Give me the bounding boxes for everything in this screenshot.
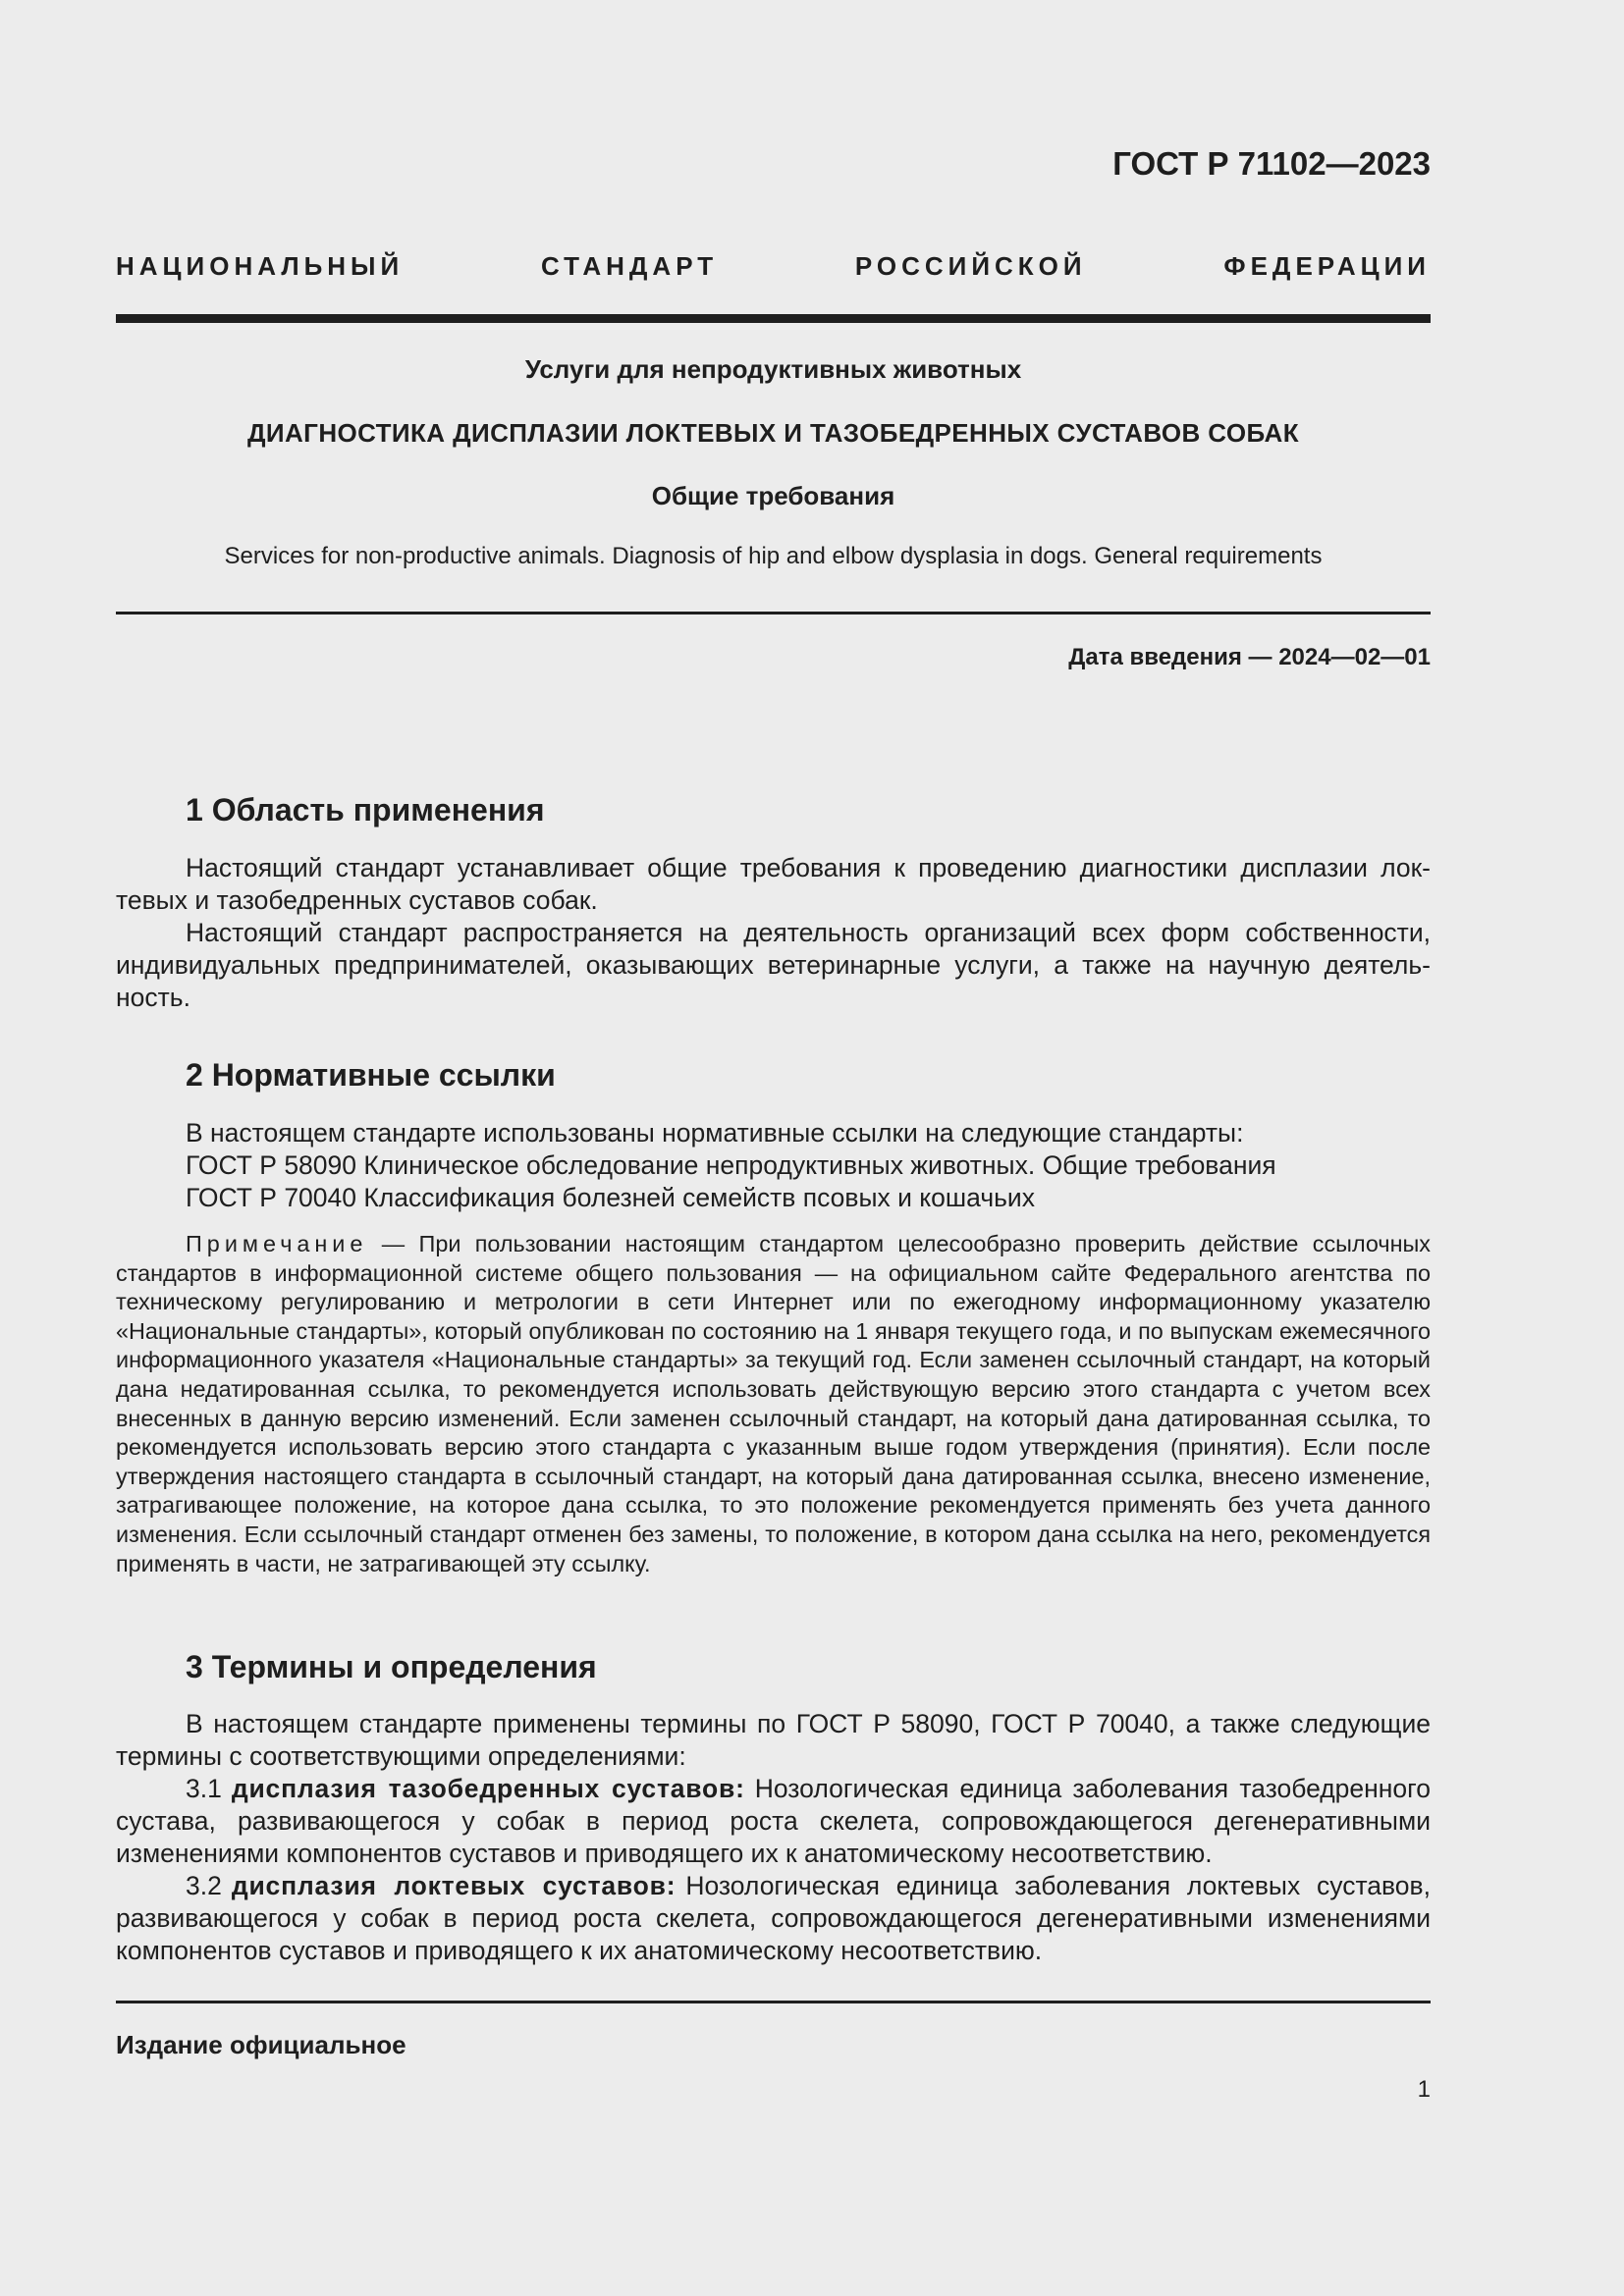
national-standard-banner: НАЦИОНАЛЬНЫЙ СТАНДАРТ РОССИЙСКОЙ ФЕДЕРАЦИИ [116,251,1431,281]
terms-intro: В настоящем стандарте применены термины по ГОСТ Р 58090, ГОСТ Р 70040, а также следующие термины с соответствующими определениями: [116,1709,1431,1771]
section-1-paragraph: Настоящий стандарт устанавливает общие требования к проведению диагностики дисплазии локтевых и тазобедренных суставов собак. [116,853,1431,915]
term-number: 3.1 [186,1774,222,1803]
title-main: ДИАГНОСТИКА ДИСПЛАЗИИ ЛОКТЕВЫХ И ТАЗОБЕДРЕННЫХ СУСТАВОВ СОБАК [247,418,1299,448]
reference-item: ГОСТ Р 70040 Классификация болезней семейств псовых и кошачьих [186,1183,1035,1212]
header-rule [116,314,1431,323]
note-label: Примечание [186,1231,368,1256]
references-note [116,1230,1431,1578]
term-name: дисплазия тазобедренных суставов: [231,1774,745,1803]
introduction-date: Дата введения — 2024—02—01 [1068,644,1431,670]
reference-item: ГОСТ Р 58090 Клиническое обследование непродуктивных животных. Общие требования [186,1150,1276,1180]
title-english: Services for non-productive animals. Diagnosis of hip and elbow dysplasia in dogs. General requirements [224,543,1323,569]
section-2-heading: 2 Нормативные ссылки [186,1057,556,1093]
normative-references [116,1117,1431,1214]
edition-label: Издание официальное [116,2030,406,2059]
term-definition: Нозологическая единица заболевания тазобедренного сустава, развивающегося у собак в период роста скелета, сопровождающегося дегенеративными изменениями компонентов суставов и приводящего их к анатомическому несоответствию. [116,1774,1431,1868]
footer-rule [116,2001,1431,2003]
term-number: 3.2 [186,1871,222,1900]
references-intro: В настоящем стандарте использованы нормативные ссылки на следующие стандарты: [186,1118,1244,1148]
title-rule [116,612,1431,614]
section-3-heading: 3 Термины и определения [186,1649,597,1684]
section-1-body [116,852,1431,1014]
page-number: 1 [1417,2076,1431,2103]
standard-code: ГОСТ Р 71102—2023 [1112,145,1431,182]
section-1-paragraph: Настоящий стандарт распространяется на деятельность организаций всех форм собственности, индивидуальных предпринимателей, оказывающих ветеринарные услуги, а также на научную деятельность. [116,918,1431,1012]
note-text: — При пользовании настоящим стандартом целесообразно проверить действие ссылочных стандартов в информационной системе общего пользования — на официальном сайте Федерального агентства по техническому регулированию и метрологии в сети Интернет или по ежегодному информационному указателю «Национальные стандарты», который опубликован по состоянию на 1 января текущего года, и по выпускам ежемесячного информационного указателя «Национальные стандарты» за текущий год. Если заменен ссылочный стандарт, на который дана недатированная ссылка, то рекомендуется использовать действующую версию этого стандарта с учетом всех внесенных в данную версию изменений. Если заменен ссылочный стандарт, на который дана датированная ссылка, то рекомендуется использовать версию этого стандарта с указанным выше годом утверждения (принятия). Если после утверждения настоящего стандарта в ссылочный стандарт, на который дана датированная ссылка, внесено изменение, затрагивающее положение, на которое дана ссылка, то это положение рекомендуется применять без учета данного изменения. Если ссылочный стандарт отменен без замены, то положение, в котором дана ссылка на него, рекомендуется применять в части, не затрагивающей эту ссылку. [116,1231,1431,1576]
section-3-body [116,1708,1431,1967]
term-entry [116,1870,1431,1967]
term-entry [116,1773,1431,1870]
title-category: Услуги для непродуктивных животных [524,354,1022,384]
term-name: дисплазия локтевых суставов: [231,1871,677,1900]
term-definition: Нозологическая единица заболевания локтевых суставов, развивающегося у собак в период роста скелета, сопровождающегося дегенеративными изменениями компонентов суставов и приводящего к их анатомическому несоответствию. [116,1871,1431,1965]
section-1-heading: 1 Область применения [186,792,545,828]
title-subtitle: Общие требования [651,481,895,510]
